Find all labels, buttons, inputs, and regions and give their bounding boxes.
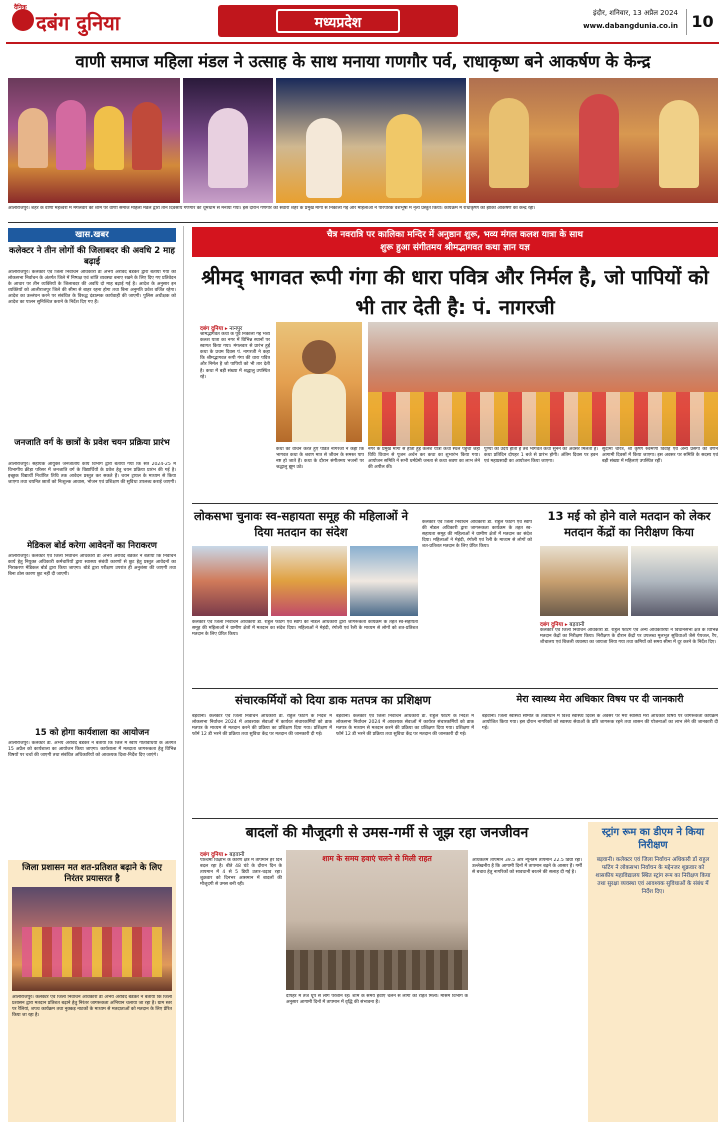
polling-byline-sep: ▸ (564, 622, 568, 628)
lower-rule (192, 818, 718, 819)
weather-photo (286, 850, 468, 990)
lead-rule (192, 503, 718, 504)
city-date: इंदौर, शनिवार, 13 अप्रैल 2024 (592, 9, 678, 17)
logo-mark (12, 9, 34, 31)
postal-body: बड़वानी। कलेक्टर एवं जिला निर्वाचन अधिकारी डॉ. राहुल फटिंग के निर्देश में लोकसभा निर्वाचन 2024 में आवश्यक सेवाओं में कार्यरत संचारकर्मियों को डाक मतपत्र के माध्यम से मतदान करने की प्रक्रिया का प्रशिक्षण दिया गया। प्रशिक्षण में फॉर्म 12 डी भरने की प्रक्रिया तथा सुविधा केंद्र पर मतदान की जानकारी दी गई। (192, 714, 332, 738)
masthead (0, 0, 725, 46)
sidebar-item-4-body: आलीराजपुर। कलेक्टर एवं जिला निर्वाचन अधिकारी डॉ अभय अरविंद बेडेकर ने बताया कि जिला प्रशासन द्वारा मतदान प्रतिशत बढ़ाने हेतु निरंतर जागरूकता अभियान चलाया जा रहा है। ग्राम स्तर पर रैलियां, शपथ कार्यक्रम तथा नुक्कड़ नाटकों के माध्यम से मतदाताओं को मतदान के लिए प्रेरित किया जा रहा है। (12, 995, 172, 1019)
polling-photo-2 (631, 546, 718, 616)
sidebar-item-4-headline: जिला प्रशासन मत शत-प्रतिशत बढ़ाने के लिए निरंतर प्रयासरत है (22, 863, 162, 884)
weather-byline-brand: दबंग दुनिया (200, 852, 224, 858)
byline-place: नानपुर (229, 326, 243, 332)
weather-byline (200, 850, 244, 858)
polling-byline (540, 620, 584, 628)
top-rule (8, 222, 718, 223)
lead-col-4: पुण्यों का उदय होता है तब भागवत कथा सुनने का अवसर मिलता है। कथा प्रतिदिन दोपहर 1 बजे से प्रारंभ होगी। अंतिम दिवस पर हवन एवं महाप्रसादी का आयोजन किया जाएगा। (484, 447, 598, 465)
strong-room-body: बड़वानी। कलेक्टर एवं जिला निर्वाचन अधिकारी डॉ राहुल फटिंग ने लोकसभा निर्वाचन के मद्देनजर शुक्रवार को शासकीय महाविद्यालय स्थित स्ट्रांग रूम का निरीक्षण किया तथा सुरक्षा व्यवस्था एवं आवश्यक सुविधाओं के संबंध में निर्देश दिए। (595, 857, 711, 895)
weather-headline: बादलों की मौजूदगी से उमस-गर्मी से जूझ रहा जनजीवन (245, 825, 529, 841)
sidebar-photo (12, 887, 172, 991)
polling-headline: 13 मई को होने वाले मतदान को लेकर मतदान केंद्रों का निरीक्षण किया (547, 509, 711, 539)
lead-headline: श्रीमद् भागवत रूपी गंगा की धारा पवित्र और निर्मल है, जो पापियों को भी तार देती है: पं. नागरजी (201, 265, 709, 319)
top-photo-1 (8, 78, 180, 203)
weather-col-1: पश्चिमी विक्षोभ के कारण क्षेत्र में तापमान हर दिन बदल रहा है। बीते 48 घंटे के दौरान दिन के तापमान में 4 से 5 डिग्री उतार-चढ़ाव रहा। शुक्रवार को दिनभर आसमान में बादलों की मौजूदगी से उमस बनी रही। (200, 858, 282, 888)
lead-col-5: सुदामा चरित्र, श्री कृष्ण रुक्मणी विवाह एवं अन्य प्रसंगों का वर्णन आगामी दिवसों में किया जाएगा। इस अवसर पर समिति के सदस्य एवं बड़ी संख्या में महिलाएं उपस्थित रहीं। (602, 447, 718, 465)
lead-col-3: नगर के प्रमुख मार्गों से होती हुई कलश यात्रा कथा स्थल पहुंची जहां विधि विधान से पूजन अर्चन कर कथा का शुभारंभ किया गया। आयोजन समिति ने सभी धर्मप्रेमी जनता से कथा श्रवण का लाभ लेने की अपील की। (368, 447, 480, 471)
banner-line2: शुरू हुआ संगीतमय श्रीमद्भागवत कथा ज्ञान यज्ञ (380, 243, 530, 253)
sidebar-label (8, 228, 176, 242)
logo-small: दैनिक (14, 4, 27, 11)
sidebar-item-3-headline: 15 को होगा कार्यशाला का आयोजन (34, 728, 150, 738)
sidebar-label-text: खास.खबर (75, 230, 109, 240)
byline-sep: ▸ (224, 326, 228, 332)
shg-body: कलेक्टर एवं जिला निर्वाचन अधिकारी डॉ. राहुल फटिंग एवं स्वीप की नोडल अधिकारी द्वारा जागरूकता कार्यक्रम के तहत स्व-सहायता समूह की महिलाओं ने ग्रामीण क्षेत्रों में मतदान का संदेश दिया। महिलाओं ने मेहंदी, रंगोली एवं रैली के माध्यम से लोगों को शत-प्रतिशत मतदान के लिए प्रेरित किया। (192, 620, 418, 638)
postal-headline: संचारकर्मियों को दिया डाक मतपत्र का प्रशिक्षण (235, 693, 431, 707)
weather-col-3: अधिकतम तापमान 39.5 और न्यूनतम तापमान 22.5 डिग्री रहा। उल्लेखनीय है कि आगामी दिनों में तापमान बढ़ने के आसार हैं। गर्मी से बचाव हेतु नागरिकों को सावधानी बरतने की सलाह दी गई है। (472, 858, 582, 876)
top-story-caption: आलीराजपुर। शहर के वाणी महेश्वरी में मंगलवार की शाम पर वाणी समाज महिला मंडल द्वारा तीन दिवसीय गणगौर की धूमधाम से मनाया गया। इस दौरान गणगौर की सवारी शहर के प्रमुख मार्गों से निकाली गई और महिलाओं ने पारंपरिक वेशभूषा में नृत्य प्रस्तुत किया। कार्यक्रम में राधाकृष्ण की झांकी आकर्षण का केन्द्र रही। (8, 206, 536, 211)
health-body: बड़वानी। जिला स्वास्थ्य समिति के तत्वाधान में विश्व स्वास्थ्य दिवस के अवसर पर मेरा स्वास्थ्य मेरा अधिकार विषय पर जागरूकता कार्यक्रम आयोजित किया गया। इस दौरान नागरिकों को स्वास्थ्य सेवाओं के प्रति जागरूक रहने तथा शासन की योजनाओं का लाभ लेने की जानकारी दी गई। (482, 714, 718, 732)
mid-rule (192, 688, 718, 689)
polling-byline-place: बड़वानी (569, 622, 585, 628)
health-headline: मेरा स्वास्थ्य मेरा अधिकार विषय पर दी जानकारी (516, 694, 684, 705)
sidebar-item-1-headline: जनजाति वर्ग के छात्रों के प्रवेश चयन प्रक्रिया प्रारंभ (14, 438, 170, 448)
logo: दबंग दुनिया (36, 11, 120, 35)
lead-col-2: कथा का वाचन करते हुए पंडित नागरजी ने कहा कि भागवत कथा के श्रवण मात्र से जीवन के समस्त पाप नष्ट हो जाते हैं। कथा के दौरान संगीतमय भजनों पर श्रद्धालु झूम उठे। (276, 447, 364, 471)
weather-col-2: दोपहर में तेज धूप से लोग परेशान रहे। शाम के समय हवाएं चलने से लोगों को राहत मिली। मौसम विभाग के अनुसार आगामी दिनों में तापमान में वृद्धि की संभावना है। (286, 994, 468, 1006)
masthead-rule (6, 42, 719, 44)
top-photo-2 (183, 78, 273, 203)
strong-room-headline: स्ट्रांग रूम का डीएम ने किया निरीक्षण (601, 827, 705, 851)
page-number: 10 (686, 9, 718, 35)
lead-photo-procession (368, 322, 718, 446)
navratri-banner (192, 227, 718, 257)
sidebar-item-3-body: आलीराजपुर। कलेक्टर डॉ. अभय अरविंद बेडेकर ने बताया कि जिले में स्वीप गतिविधियों के अंतर्गत 15 अप्रैल को कार्यशाला का आयोजन किया जाएगा। कार्यशाला में मतदाता जागरूकता हेतु विभिन्न विषयों पर चर्चा की जाएगी तथा संबंधित अधिकारियों को आवश्यक दिशा-निर्देश दिए जाएंगे। (8, 741, 176, 759)
lead-col-1: श्रीमद्भागवत कथा के पूर्व निकाली गई भव्य कलश यात्रा का नगर में विभिन्न स्थानों पर स्वागत किया गया। मंगलवार से प्रारंभ हुई कथा के प्रथम दिवस पं. नागरजी ने कहा कि श्रीमद्भागवत रूपी गंगा की धारा पवित्र और निर्मल है जो पापियों को भी तार देती है। कथा में बड़ी संख्या में श्रद्धालु उपस्थित रहे। (200, 332, 270, 380)
byline-brand: दबंग दुनिया (200, 326, 224, 332)
shg-headline: लोकसभा चुनावः स्व-सहायता समूह की महिलाओं ने दिया मतदान का संदेश (194, 509, 408, 539)
shg-photo-1 (192, 546, 268, 616)
sidebar-item-0-body: आलीराजपुर। कलेक्टर एवं जिला निर्वाचन अधिकारी डॉ अभय अरविंद बेडेकर द्वारा बताया गया की लोकसभा निर्वाचन के अंतर्गत जिले में निष्पक्ष एवं शांति व्यवस्था बनाए रखने के लिए दिए गए प्रतिवेदन के आधार पर तीन व्यक्तियों के जिलाबदर की अवधि दो माह बढ़ाई गई है। आदेश के अनुसार इन व्यक्तियों को आलीराजपुर जिले की सीमा से बाहर रहना होगा तथा बिना अनुमति प्रवेश वर्जित रहेगा। आदेश का उल्लंघन करने पर संबंधित के विरुद्ध दंडात्मक कार्यवाही की जाएगी। पुलिस अधीक्षक को आदेश का पालन सुनिश्चित कराने के निर्देश दिए गए हैं। (8, 270, 176, 306)
shg-photo-2 (271, 546, 347, 616)
polling-byline-brand: दबंग दुनिया (540, 622, 564, 628)
shg-body-col: कलेक्टर एवं जिला निर्वाचन अधिकारी डॉ. राहुल फटिंग एवं स्वीप की नोडल अधिकारी द्वारा जागरूकता कार्यक्रम के तहत स्व-सहायता समूह की महिलाओं ने ग्रामीण क्षेत्रों में मतदान का संदेश दिया। महिलाओं ने मेहंदी, रंगोली एवं रैली के माध्यम से लोगों को शत-प्रतिशत मतदान के लिए प्रेरित किया। (422, 520, 532, 550)
section-banner (218, 5, 458, 37)
site-url: www.dabangdunia.co.in (583, 22, 678, 30)
top-photo-3 (276, 78, 466, 203)
top-story-headline: वाणी समाज महिला मंडल ने उत्साह के साथ मनाया गणगौर पर्व, राधाकृष्ण बने आकर्षण के केन्द्र (75, 52, 651, 71)
sidebar-item-2-headline: मेडिकल बोर्ड करेगा आवेदनों का निराकरण (27, 541, 157, 551)
polling-photo-1 (540, 546, 628, 616)
lead-byline (200, 324, 242, 332)
lead-photo-priest (276, 322, 362, 442)
weather-photo-caption: शाम के समय हवाएं चलने से मिली राहत (322, 854, 432, 863)
sidebar-item-2-body: आलीराजपुर। कलेक्टर एवं जिला निर्वाचन अधिकारी डॉ अभय अरविंद बेडेकर ने बताया कि निर्वाचन कार्य हेतु नियुक्त अधिकारी कर्मचारियों द्वारा स्वास्थ्य संबंधी कारणों से छूट हेतु प्रस्तुत आवेदनों का निराकरण मेडिकल बोर्ड द्वारा किया जाएगा। बोर्ड द्वारा परीक्षण उपरांत ही अनुशंसा की जाएगी तथा बिना ठोस कारण छूट नहीं दी जाएगी। (8, 554, 176, 578)
sidebar-item-1-body: आलीराजपुर। सहायक आयुक्त जनजातीय कार्य विभाग द्वारा बताया गया कि सत्र 2024-25 में विभागीय क्रीड़ा परिसर में जनजाति वर्ग के विद्यार्थियों के प्रवेश हेतु चयन प्रक्रिया प्रारंभ की गई है। इच्छुक विद्यार्थी निर्धारित तिथि तक आवेदन प्रस्तुत कर सकते हैं। चयन ट्रायल के माध्यम से किया जाएगा तथा चयनित छात्रों को निःशुल्क आवास, भोजन एवं प्रशिक्षण की सुविधा उपलब्ध कराई जाएगी। (8, 462, 176, 486)
top-photo-4 (469, 78, 718, 203)
weather-byline-place: बड़वानी (229, 852, 245, 858)
sidebar (8, 226, 184, 1122)
polling-body: कलेक्टर एवं जिला निर्वाचन अधिकारी डॉ. राहुल फटिंग एवं अन्य अधिकारियों ने विधानसभा क्षेत्र के विभिन्न मतदान केंद्रों का निरीक्षण किया। निरीक्षण के दौरान केंद्रों पर उपलब्ध मूलभूत सुविधाओं जैसे पेयजल, रैंप, शौचालय एवं बिजली व्यवस्था का जायजा लिया गया तथा कमियों को समय सीमा में दूर करने के निर्देश दिए। (540, 628, 718, 646)
weather-byline-sep: ▸ (224, 852, 228, 858)
shg-photo-3 (350, 546, 418, 616)
banner-line1: चैत्र नवरात्रि पर कालिका मन्दिर में अनुष्ठान शुरू, भव्य मंगल कलश यात्रा के साथ (326, 230, 584, 240)
section-title: मध्यप्रदेश (276, 9, 400, 33)
postal-body-2: बड़वानी। कलेक्टर एवं जिला निर्वाचन अधिकारी डॉ. राहुल फटिंग के निर्देश में लोकसभा निर्वाचन 2024 में आवश्यक सेवाओं में कार्यरत संचारकर्मियों को डाक मतपत्र के माध्यम से मतदान करने की प्रक्रिया का प्रशिक्षण दिया गया। प्रशिक्षण में फॉर्म 12 डी भरने की प्रक्रिया तथा सुविधा केंद्र पर मतदान की जानकारी दी गई। (336, 714, 474, 738)
sidebar-item-0-headline: कलेक्टर ने तीन लोगों की जिलाबदर की अवधि 2 माह बढ़ाई (9, 246, 175, 267)
